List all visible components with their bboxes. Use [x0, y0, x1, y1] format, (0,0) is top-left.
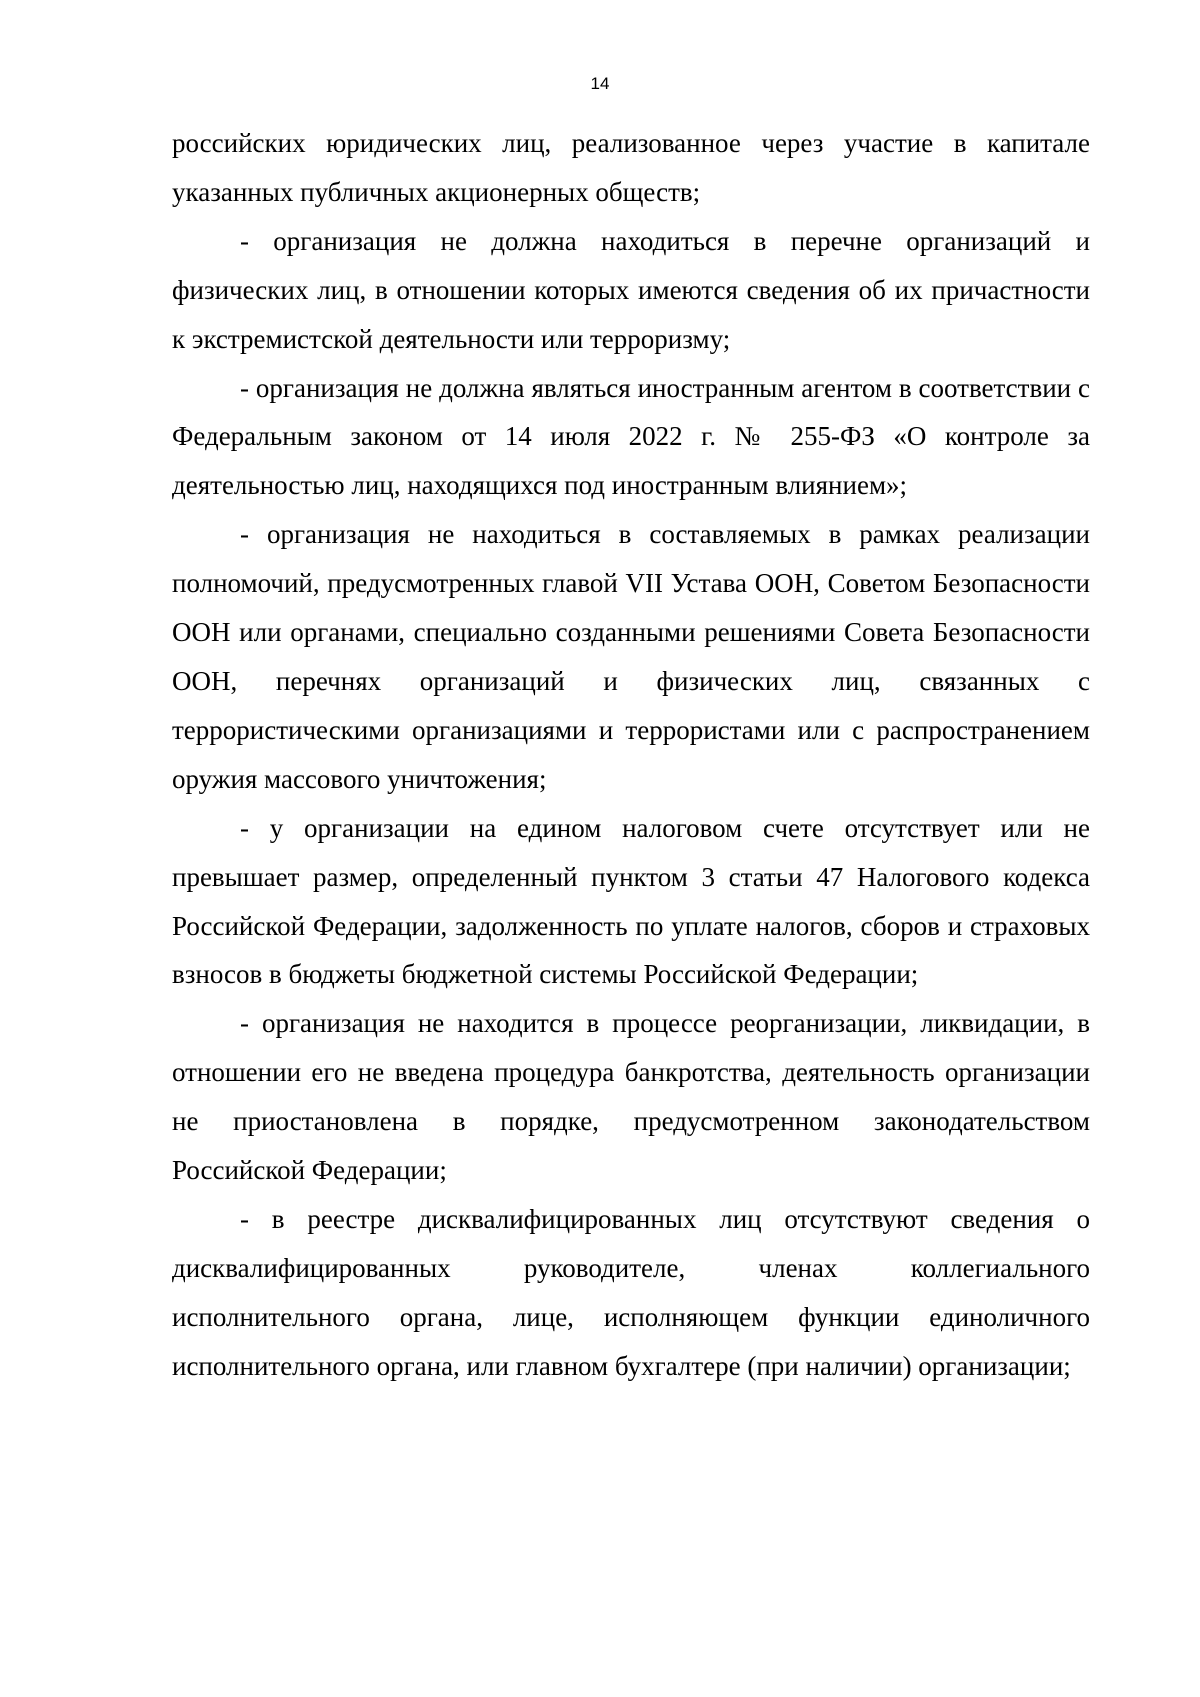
paragraph-disqualified-persons: - в реестре дисквалифицированных лиц отсутствуют сведения о дисквалифицированных руководителе, членах коллегиального исполнительного органа, лице, исполняющем функции единоличного исполнительного органа, или главном бухгалтере (при наличии) организации;: [172, 1203, 1090, 1381]
document-body: [172, 119, 1090, 1391]
page-number: 14: [590, 74, 610, 93]
paragraph-un-sanctions-list: - организация не находиться в составляемых в рамках реализации полномочий, предусмотренных главой VII Устава ООН, Советом Безопасности ООН или органами, специально созданными решениями Совета Безопасности ООН, перечнях организаций и физических лиц, связанных с террористическими организациями и террористами или с распространением оружия массового уничтожения;: [172, 519, 1090, 794]
paragraph-extremism-list: - организация не должна находиться в перечне организаций и физических лиц, в отношении которых имеются сведения об их причастности к экстремистской деятельности или терроризму;: [172, 225, 1090, 354]
paragraph-reorganization: - организация не находится в процессе реорганизации, ликвидации, в отношении его не введена процедура банкротства, деятельность организации не приостановлена в порядке, предусмотренном законодательством Российской Федерации;: [172, 1008, 1090, 1186]
paragraph-continuation: российских юридических лиц, реализованное через участие в капитале указанных публичных акционерных обществ;: [172, 128, 1090, 207]
paragraph-tax-debt: - у организации на едином налоговом счете отсутствует или не превышает размер, определенный пунктом 3 статьи 47 Налогового кодекса Российской Федерации, задолженность по уплате налогов, сборов и страховых взносов в бюджеты бюджетной системы Российской Федерации;: [172, 812, 1090, 990]
paragraph-foreign-agent: - организация не должна являться иностранным агентом в соответствии с Федеральным законом от 14 июля 2022 г. № 255-ФЗ «О контроле за деятельностью лиц, находящихся под иностранным влиянием»;: [172, 372, 1090, 501]
